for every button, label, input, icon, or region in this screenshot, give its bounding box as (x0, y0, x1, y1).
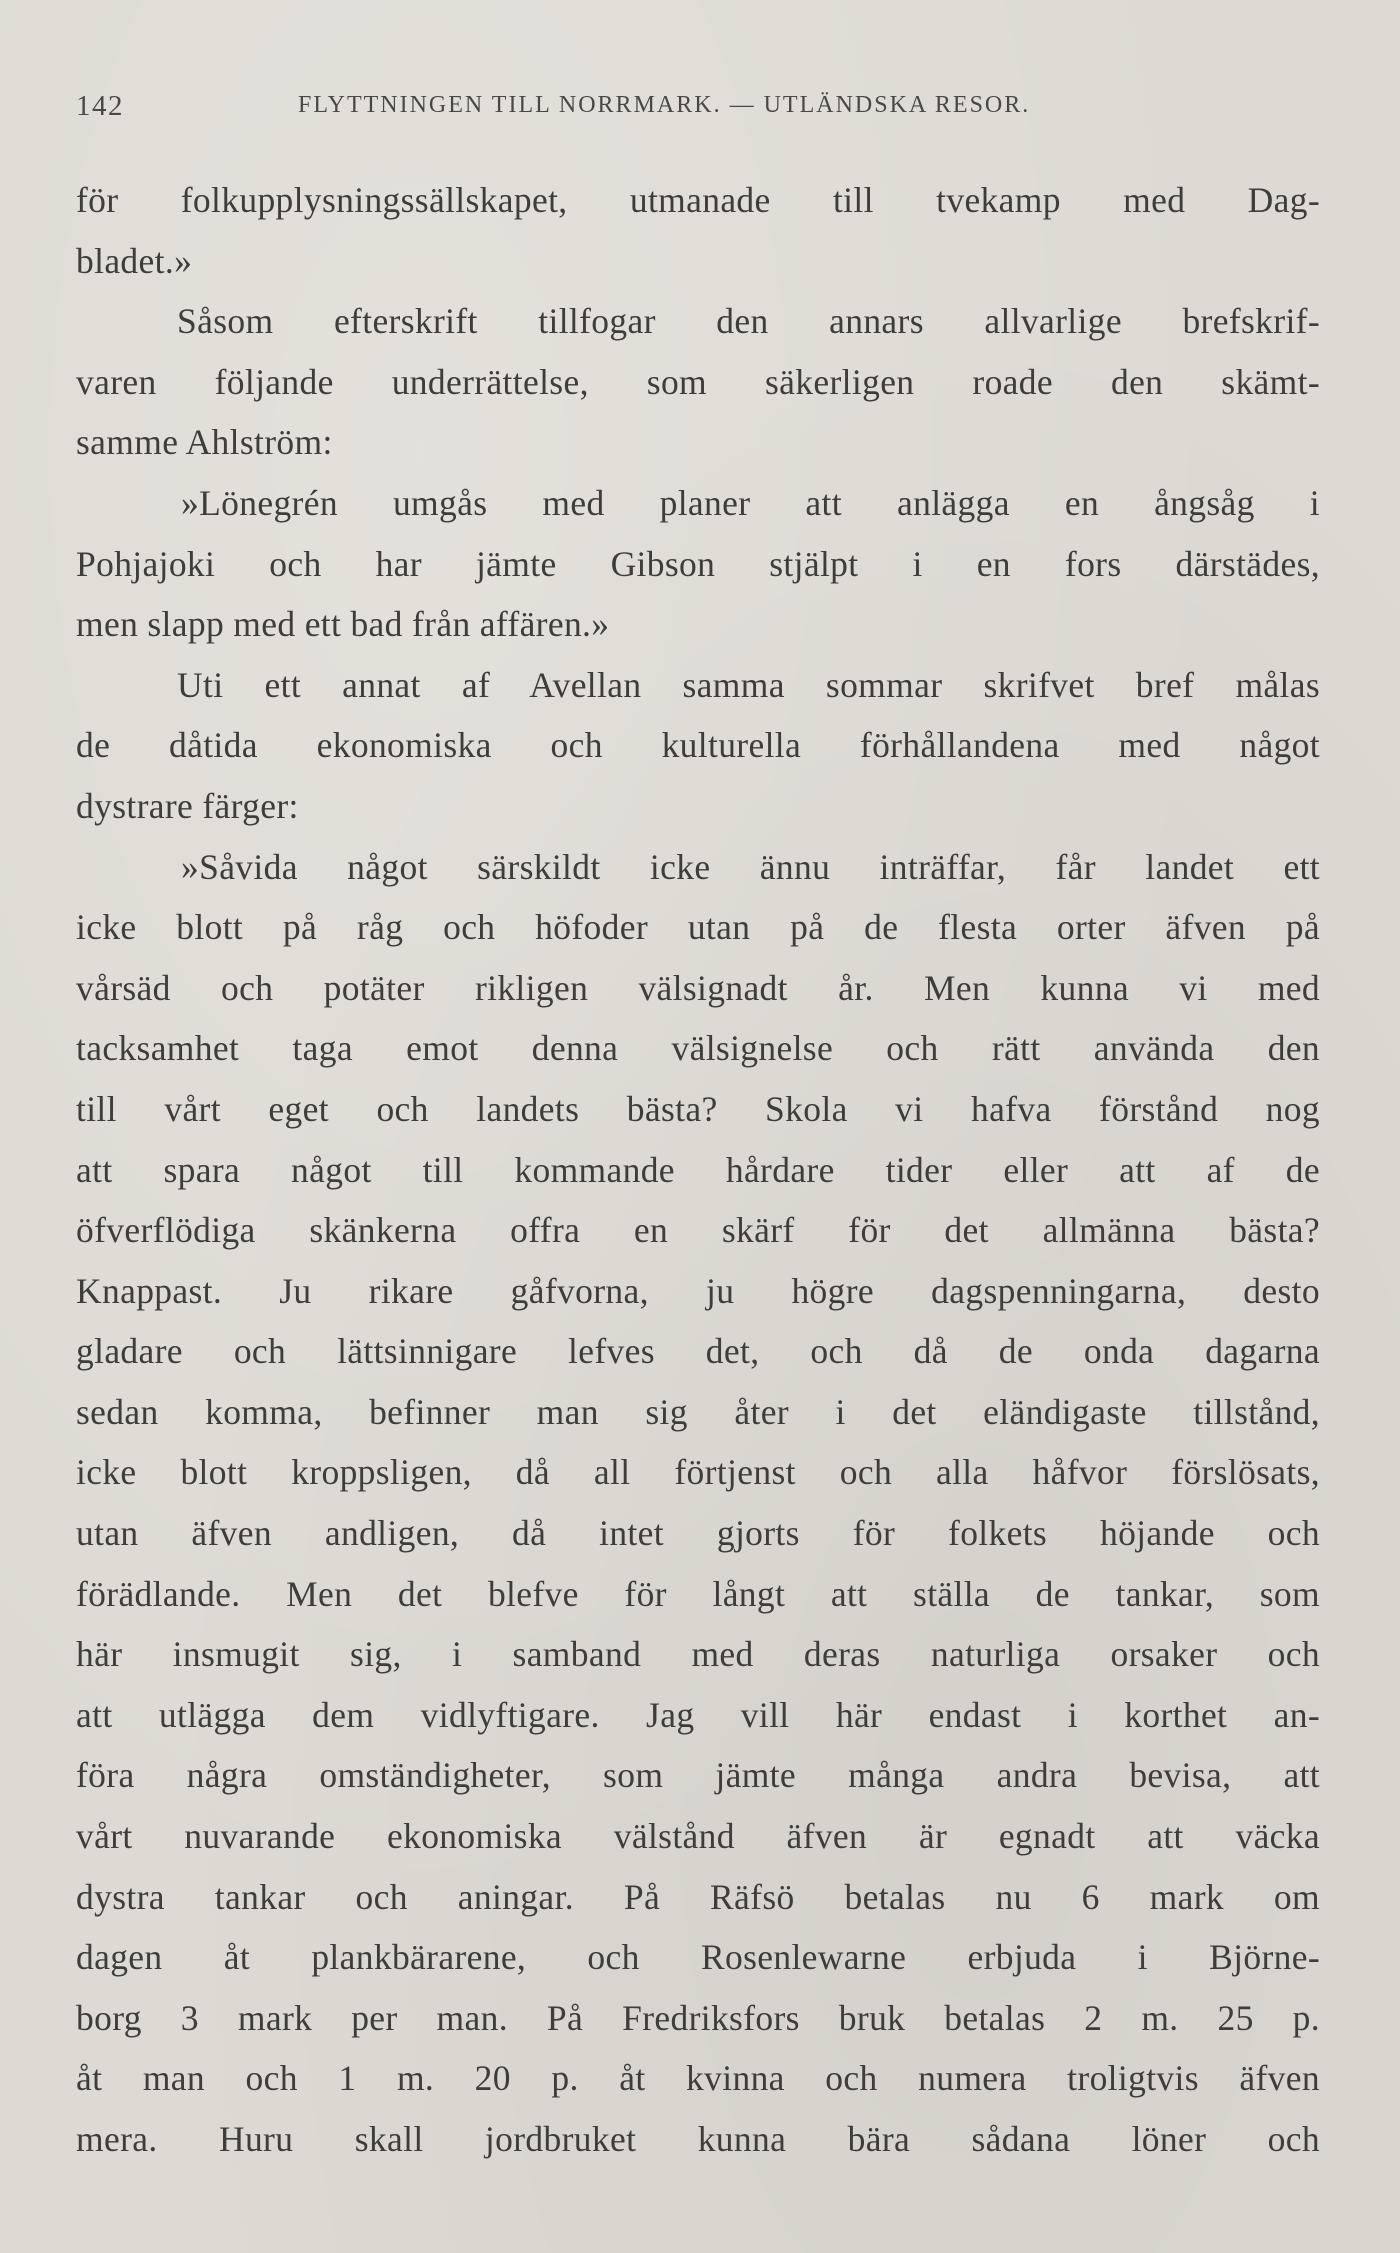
text-line: dagen åt plankbärarene, och Rosenlewarne erbjuda i Björne- (76, 1937, 1320, 1978)
text-line: varen följande underrättelse, som säkerligen roade den skämt- (76, 361, 1320, 402)
text-line: vårt nuvarande ekonomiska välstånd äfven är egnadt att väcka (76, 1816, 1320, 1857)
text-line: bladet.» (76, 240, 193, 281)
text-line: öfverflödiga skänkerna offra en skärf för det allmänna bästa? (76, 1210, 1320, 1251)
text-line: borg 3 mark per man. På Fredriksfors bruk betalas 2 m. 25 p. (76, 1997, 1320, 2038)
text-line: sedan komma, befinner man sig åter i det eländigaste tillstånd, (76, 1391, 1320, 1432)
text-line: dystra tankar och aningar. På Räfsö betalas nu 6 mark om (76, 1876, 1320, 1917)
text-line: men slapp med ett bad från affären.» (76, 604, 610, 645)
text-line: gladare och lättsinnigare lefves det, och då de onda dagarna (76, 1331, 1320, 1372)
text-line: tacksamhet taga emot denna välsignelse och rätt använda den (76, 1028, 1320, 1069)
text-line: Pohjajoki och har jämte Gibson stjälpt i en fors därstädes, (76, 543, 1320, 584)
text-line: icke blott på råg och höfoder utan på de flesta orter äfven på (76, 907, 1320, 948)
text-line: Såsom efterskrift tillfogar den annars allvarlige brefskrif- (177, 301, 1320, 342)
text-line: dystrare färger: (76, 785, 299, 826)
text-line: icke blott kroppsligen, då all förtjenst och alla håfvor förslösats, (76, 1452, 1320, 1493)
text-line: till vårt eget och landets bästa? Skola vi hafva förstånd nog (76, 1088, 1320, 1129)
running-head (0, 90, 1400, 130)
text-line: för folkupplysningssällskapet, utmanade till tvekamp med Dag- (76, 180, 1320, 220)
text-line: samme Ahlström: (76, 422, 333, 463)
text-line: att spara något till kommande hårdare tider eller att af de (76, 1149, 1320, 1190)
running-title: FLYTTNINGEN TILL NORRMARK. — UTLÄNDSKA RESOR. (298, 92, 1031, 118)
text-line: Uti ett annat af Avellan samma sommar skrifvet bref målas (177, 664, 1320, 705)
text-line: föra några omständigheter, som jämte många andra bevisa, att (76, 1755, 1320, 1796)
text-line: vårsäd och potäter rikligen välsignadt år. Men kunna vi med (76, 967, 1320, 1008)
text-line: Knappast. Ju rikare gåfvorna, ju högre dagspenningarna, desto (76, 1270, 1320, 1311)
text-line: mera. Huru skall jordbruket kunna bära sådana löner och (76, 2119, 1320, 2159)
text-line: här insmugit sig, i samband med deras naturliga orsaker och (76, 1634, 1320, 1675)
text-line: åt man och 1 m. 20 p. åt kvinna och numera troligtvis äfven (76, 2058, 1320, 2099)
text-line: de dåtida ekonomiska och kulturella förhållandena med något (76, 725, 1320, 766)
text-line: utan äfven andligen, då intet gjorts för folkets höjande och (76, 1513, 1320, 1554)
text-line: »Lönegrén umgås med planer att anlägga en ångsåg i (181, 482, 1320, 523)
page-number: 142 (76, 90, 124, 122)
body-text (76, 170, 1320, 2170)
text-line: »Såvida något särskildt icke ännu inträffar, får landet ett (181, 846, 1320, 887)
text-line: att utlägga dem vidlyftigare. Jag vill här endast i korthet an- (76, 1694, 1320, 1735)
text-line: förädlande. Men det blefve för långt att ställa de tankar, som (76, 1573, 1320, 1614)
